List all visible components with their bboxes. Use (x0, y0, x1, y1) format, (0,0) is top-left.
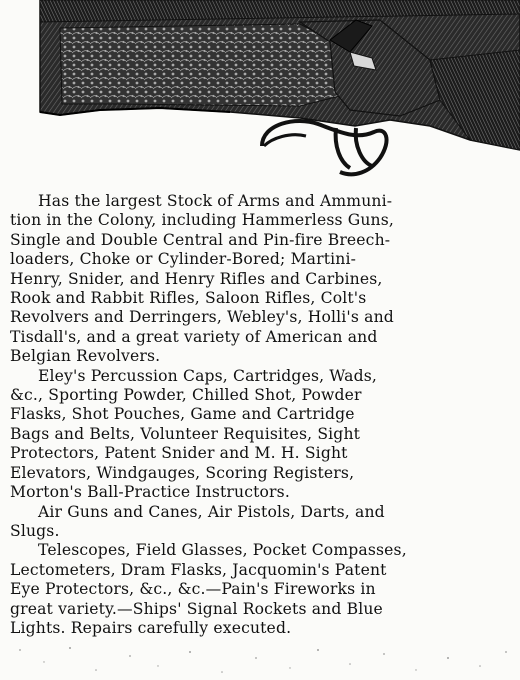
text-line: great variety.—Ships' Signal Rockets and Blue (10, 599, 383, 618)
text-line: Lights. Repairs carefully executed. (10, 618, 292, 637)
text-line: Eley's Percussion Caps, Cartridges, Wads, (38, 366, 377, 385)
text-line: Henry, Snider, and Henry Rifles and Carbines, (10, 269, 383, 288)
text-line: Revolvers and Derringers, Webley's, Holli's and (10, 308, 394, 327)
text-line: tion in the Colony, including Hammerless Guns, (10, 211, 394, 230)
text-line: Protectors, Patent Snider and M. H. Sight (10, 444, 348, 463)
advertisement-body (10, 192, 510, 638)
text-line: Telescopes, Field Glasses, Pocket Compasses, (38, 541, 407, 560)
text-line: Air Guns and Canes, Air Pistols, Darts, and (38, 502, 385, 521)
shotgun-illustration (0, 0, 520, 190)
text-line: Has the largest Stock of Arms and Ammuni- (38, 192, 393, 210)
paragraph-air-guns (10, 503, 510, 542)
text-line: Flasks, Shot Pouches, Game and Cartridge (10, 405, 355, 424)
text-line: loaders, Choke or Cylinder-Bored; Martini- (10, 250, 357, 269)
shotgun-engraving (0, 0, 520, 190)
text-line: Eye Protectors, &c., &c.—Pain's Fireworks in (10, 580, 376, 599)
text-line: Tisdall's, and a great variety of American and (10, 327, 378, 346)
text-line: &c., Sporting Powder, Chilled Shot, Powder (10, 386, 362, 405)
text-line: Bags and Belts, Volunteer Requisites, Sight (10, 424, 361, 443)
text-line: Elevators, Windgauges, Scoring Registers, (10, 463, 355, 482)
text-line: Lectometers, Dram Flasks, Jacquomin's Patent (10, 560, 387, 579)
text-line: Rook and Rabbit Rifles, Saloon Rifles, Colt's (10, 289, 367, 308)
text-line: Morton's Ball-Practice Instructors. (10, 483, 290, 502)
paragraph-optics (10, 541, 510, 638)
paragraph-ammunition (10, 367, 510, 503)
paragraph-arms (10, 192, 510, 367)
text-line: Slugs. (10, 521, 60, 540)
text-line: Single and Double Central and Pin-fire Breech- (10, 230, 391, 249)
text-line: Belgian Revolvers. (10, 347, 161, 366)
